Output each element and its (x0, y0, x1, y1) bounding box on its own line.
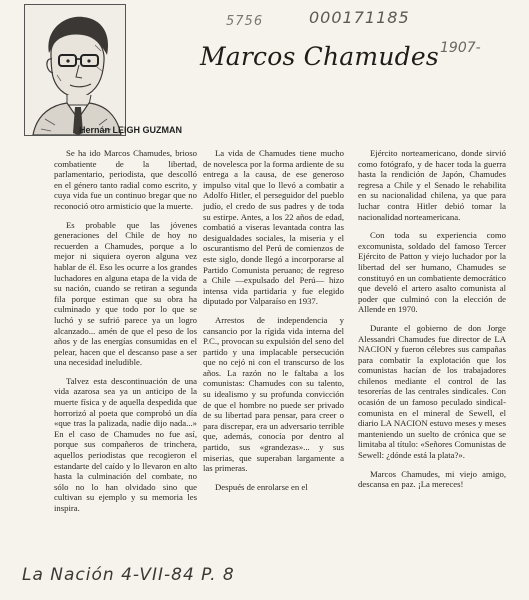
handwritten-catalog-number: 5756 (226, 14, 264, 29)
article-paragraph: Ejército norteamericano, donde sirvió como fotógrafo, y de hacer toda la guerra hasta la rendición de Japón, Chamudes regresa a Chile y el Senado le rehabilita en su nacionalidad chilena, ya que para luchar contra Hitler debió tomar la nacionalidad norteamericana. (358, 148, 506, 222)
author-portrait (24, 4, 126, 136)
article-column-3 (358, 148, 506, 490)
article-paragraph: Talvez esta descontinuación de una vida azarosa sea ya un anticipo de la muerte física y de aquella despedida que horrorizó al poeta que comprobó un día «que tras la palizada, nadie dijo nada...» En el caso de Chamudes no fue así, porque sus compañeros de trinchera, aquellos periodistas que recogieron el estandarte del caído y lo llevaron en alto hasta la culminación del combate, no sólo no lo han olvidado sino que cultivan su ejemplo y su memoria les inspira. (54, 375, 197, 513)
article-paragraph: Marcos Chamudes, mi viejo amigo, descansa en paz. ¡La mereces! (358, 468, 506, 490)
article-paragraph: Con toda su experiencia como excomunista, soldado del famoso Tercer Ejército de Patton y viejo luchador por la libertad del ser humano, Chamudes se constituyó en un combatiente democrático que develó el artero asalto comunista al poder que culminó con la elección de Allende en 1970. (358, 230, 506, 315)
handwritten-year: 1907- (440, 40, 481, 56)
handwritten-record-id: 000171185 (309, 8, 410, 27)
article-paragraph: Se ha ido Marcos Chamudes, brioso combatiente de la libertad, parlamentario, periodista, que descolló en el género tanto radial como escrito, y cuya vida fue un continuo bregar que no reconoció otro armisticio que la muerte. (54, 148, 197, 211)
article-paragraph: Arrestos de independencia y cansancio por la rígida vida interna del P.C., provocan su expulsión del seno del partido y una implacable persecución que no cejó ni con el transcurso de los años. La razón no le faltaba a los comunistas: Chamudes con su talento, su idealismo y su profunda convicción de que el hombre no puede ser privado de su libertad para pensar, para creer o para discrepar, era un adversario terrible que, además, conocía por dentro al partido, sus «grandezas»... y sus miserias, que superaban largamente a las primeras. (203, 314, 344, 474)
article-paragraph: La vida de Chamudes tiene mucho de novelesca por la forma ardiente de su entrega a la causa, de ese generoso impulso vital que lo llevó a combatir a Adolfo Hitler, el perseguidor del pueblo judío, el credo de sus padres y de toda su estirpe. Antes, a los 22 años de edad, combatió a viseras levantada contra las desigualdades sociales, la miseria y el oscurantismo del Perú de comienzos de este siglo, donde llegó a incorporarse al Partido Comunista peruano; de regreso a Chile —expulsado del Perú— hizo intensa vida partidaria y fue elegido diputado por Valparaíso en 1937. (203, 148, 344, 307)
article-column-2 (203, 148, 344, 492)
article-title: Marcos Chamudes (200, 42, 439, 71)
article-byline: Hernán LEIGH GUZMAN (79, 125, 183, 135)
article-paragraph: Después de enrolarse en el (215, 481, 308, 492)
handwritten-source-note: La Nación 4-VII-84 P. 8 (22, 565, 235, 585)
article-column-1 (54, 148, 197, 514)
portrait-drawing (25, 5, 125, 135)
article-paragraph: Durante el gobierno de don Jorge Alessandri Chamudes fue director de LA NACION y fueron célebres sus campañas para combatir la explotación que los comunistas hacían de los trabajadores chilenos mediante el control de las tesorerías de las centrales sindicales. Con ocasión de un famoso peculado sindical-comunista en el mineral de Sewell, el diario LA NACION estuvo meses y meses manteniendo un suelto de crónica que se limitaba al título: «Señores Comunistas de Sewell: ¿dónde está la plata?». (358, 322, 506, 461)
article-paragraph: Es probable que las jóvenes generaciones del Chile de hoy no recuerden a Chamudes, porque a lo mejor ni siquiera oyeron alguna vez hablar de él. Eso les ocurre a los grandes luchadores en alguna etapa de la vida de su nación, cuando se retiran a segunda fila porque estiman que su obra ha culminado y que todo por lo que se luchó y se sufrió parece ya un logro alcanzado... amén de que el peso de los años y de las energías consumidas en el pelear, hacen que el descanso pase a ser una necesidad ineludible. (54, 219, 197, 368)
